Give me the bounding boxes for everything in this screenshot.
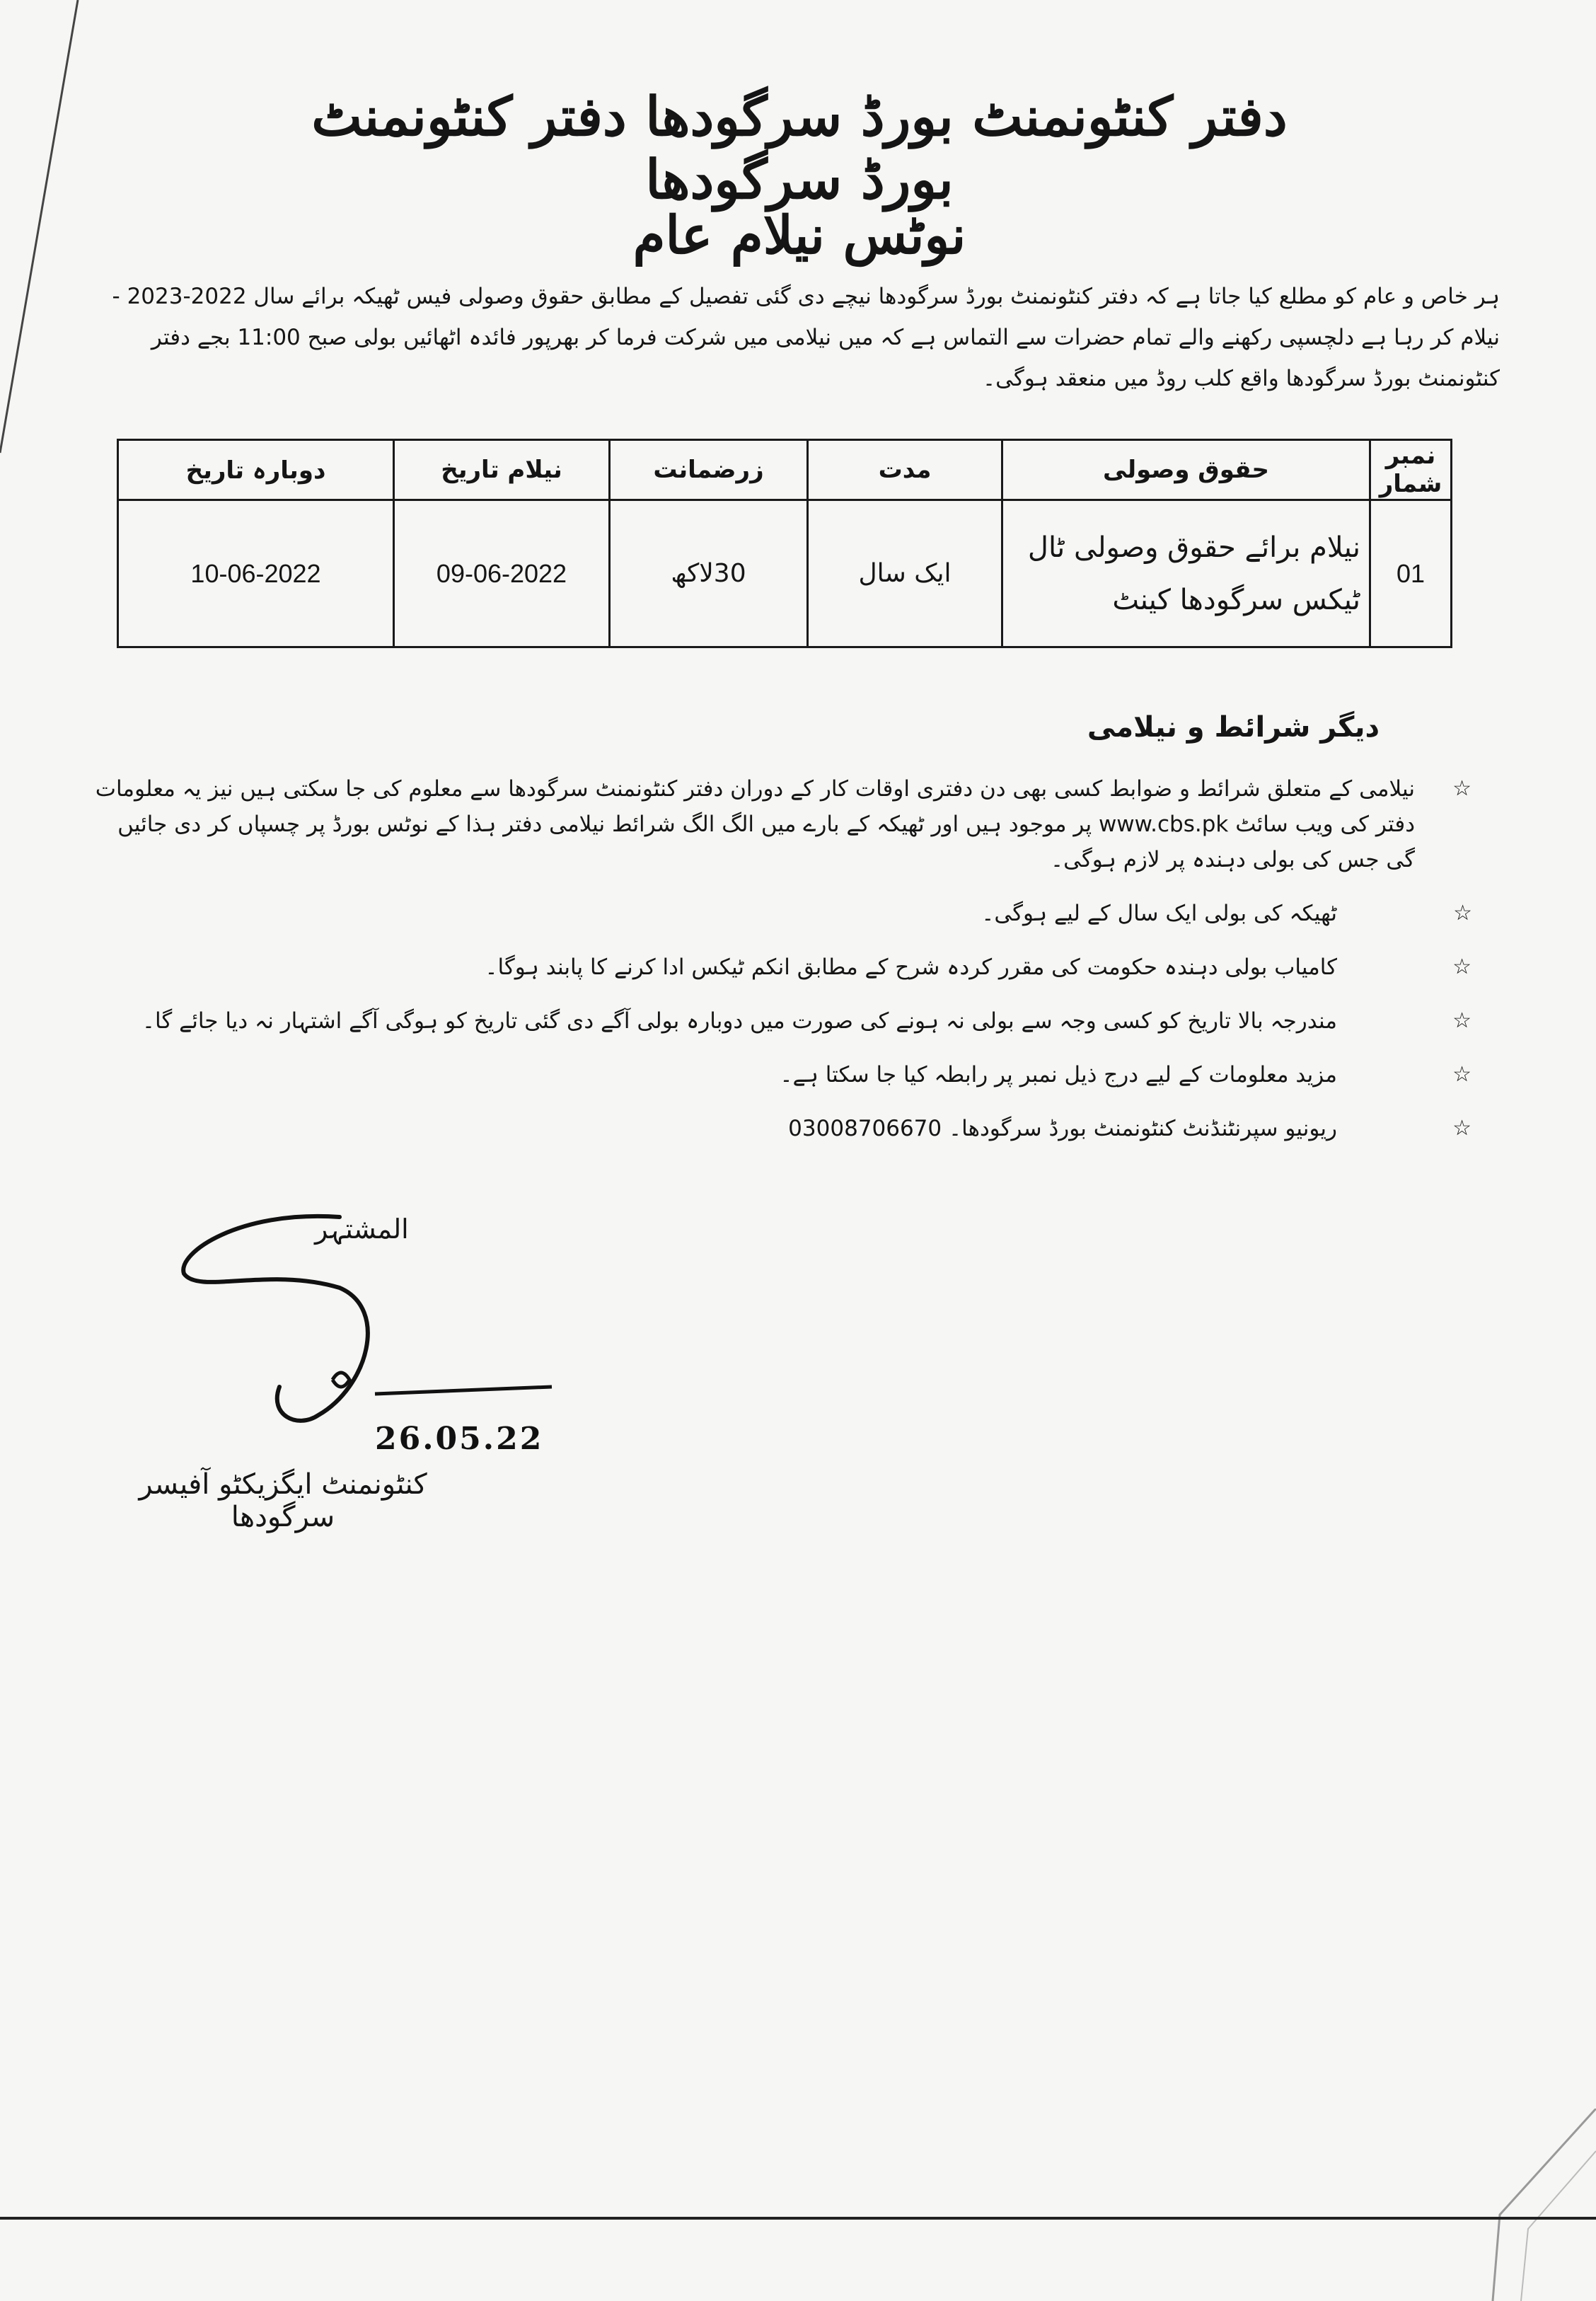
condition-text: ٹھیکہ کی بولی ایک سال کے لیے ہوگی۔ xyxy=(981,901,1337,926)
signatory-label: المشتہر xyxy=(315,1213,409,1245)
auction-table xyxy=(117,439,1452,648)
office-heading: دفتر کنٹونمنٹ بورڈ سرگودھا دفتر کنٹونمنٹ بورڈ سرگودھا xyxy=(311,85,1288,211)
condition-text: مندرجہ بالا تاریخ کو کسی وجہ سے بولی نہ ہونے کی صورت میں دوبارہ بولی آگے دی گئی تاریخ کو ہوگی آگے اشتہار نہ دیا جائے گا۔ xyxy=(141,1008,1337,1034)
list-item xyxy=(92,1003,1471,1039)
auction-date-cell: 09-06-2022 xyxy=(394,500,610,647)
star-outline-icon: ☆ xyxy=(1452,955,1471,979)
conditions-heading: دیگر شرائط و نیلامی xyxy=(1087,711,1380,744)
repeat-date-cell: 10-06-2022 xyxy=(118,500,394,647)
signatory-title: کنٹونمنٹ ایگزیکٹو آفیسر سرگودھا xyxy=(139,1468,427,1533)
col-security-header: زرضمانت xyxy=(610,440,808,500)
period-cell: ایک سال xyxy=(808,500,1002,647)
condition-text: ریونیو سپرنٹنڈنٹ کنٹونمنٹ بورڈ سرگودھا۔ 03008706670 xyxy=(788,1116,1337,1141)
table-row xyxy=(118,500,1452,647)
security-cell: 30لاکھ xyxy=(610,500,808,647)
list-item xyxy=(92,1057,1471,1092)
col-period-header: مدت xyxy=(808,440,1002,500)
condition-text: مزید معلومات کے لیے درج ذیل نمبر پر رابطہ کیا جا سکتا ہے۔ xyxy=(780,1062,1337,1088)
condition-text: نیلامی کے متعلق شرائط و ضوابط کسی بھی دن دفتری اوقات کار کے دوران دفتر کنٹونمنٹ سرگودھا سے معلوم کی جا سکتی ہیں نیز یہ معلومات دفتر کی ویب سائٹ www.cbs.pk پر موجود ہیں اور ٹھیکہ کے بارے میں الگ الگ شرائط نیلامی دفتر ہذا کے نوٹس بورڈ پر چسپاں کر دی جائیں گی جس کی بولی دہندہ پر لازم ہوگی۔ xyxy=(95,776,1415,872)
table-header-row xyxy=(118,440,1452,500)
list-item xyxy=(92,950,1471,985)
col-auction-date-header: نیلام تاریخ xyxy=(394,440,610,500)
star-outline-icon: ☆ xyxy=(1452,1062,1471,1087)
bottom-divider xyxy=(0,2217,1596,2220)
col-repeat-date-header: دوبارہ تاریخ xyxy=(118,440,394,500)
list-item xyxy=(92,896,1471,931)
star-outline-icon: ☆ xyxy=(1452,1116,1471,1141)
page-fold-mark xyxy=(1471,2109,1596,2301)
serial-cell: 01 xyxy=(1370,500,1452,647)
list-item xyxy=(92,1111,1471,1146)
col-rights-header: حقوق وصولی xyxy=(1002,440,1370,500)
star-outline-icon: ☆ xyxy=(1452,1008,1471,1033)
list-item xyxy=(92,771,1471,877)
condition-text: کامیاب بولی دہندہ حکومت کی مقرر کردہ شرح کے مطابق انکم ٹیکس ادا کرنے کا پابند ہوگا۔ xyxy=(485,955,1337,980)
rights-cell: نیلام برائے حقوق وصولی ٹال ٹیکس سرگودھا کینٹ xyxy=(1002,500,1370,647)
col-serial-header: نمبر شمار xyxy=(1370,440,1452,500)
intro-paragraph: ہر خاص و عام کو مطلع کیا جاتا ہے کہ دفتر کنٹونمنٹ بورڈ سرگودھا نیچے دی گئی تفصیل کے مطابق حقوق وصولی فیس ٹھیکہ برائے سال 2022-2023 - نیلام کر رہا ہے دلچسپی رکھنے والے تمام حضرات سے التماس ہے کہ میں نیلامی میں شرکت فرما کر بھرپور فائدہ اٹھائیں بولی صبح 11:00 بجے دفتر کنٹونمنٹ بورڈ سرگودھا واقع کلب روڈ میں منعقد ہوگی۔ xyxy=(112,284,1500,391)
conditions-list xyxy=(92,771,1471,1165)
scan-edge-mark xyxy=(0,0,85,509)
signature-date: 26.05.22 xyxy=(375,1421,544,1457)
star-outline-icon: ☆ xyxy=(1452,776,1471,801)
notice-title: نوٹس نیلام عام xyxy=(632,205,966,266)
star-outline-icon: ☆ xyxy=(1453,901,1472,925)
